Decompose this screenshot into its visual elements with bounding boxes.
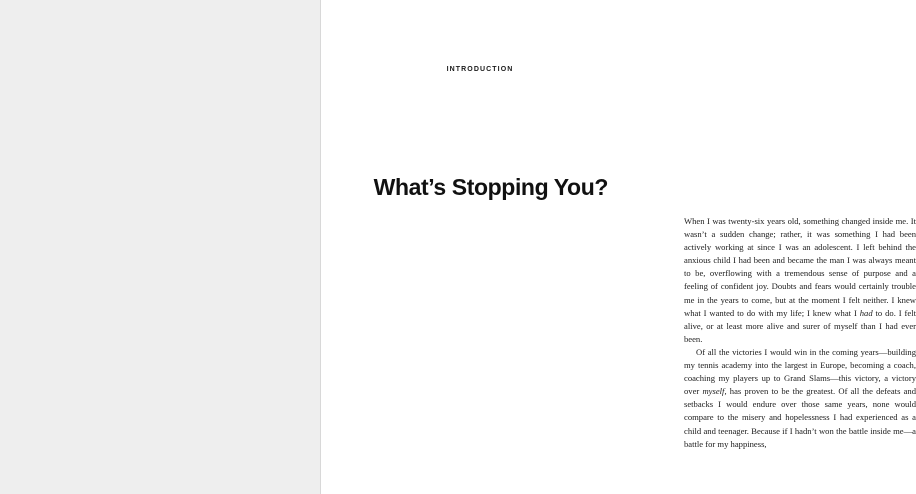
page-title: What’s Stopping You? (373, 174, 608, 201)
page-right-content (320, 0, 916, 494)
chapter-label: INTRODUCTION (446, 66, 514, 73)
paragraph: Of all the victories I would win in the coming years—building my tennis academy into the largest in Europe, becoming a coach, coaching my players up to Grand Slams—this victory, a victory over myself, has proven to be the greatest. Of all the defeats and setbacks I would endure over those same years, none would compare to the misery and hopelessness I had experienced as a child and teenager. Because if I hadn’t won the battle inside me—a battle for my happiness, (684, 346, 916, 449)
page-left-blank (0, 0, 320, 494)
paragraph: When I was twenty-six years old, something changed inside me. It wasn’t a sudden change; rather, it was something I had been actively working at since I was an adolescent. I left behind the anxious child I had been and became the man I was always meant to be, overflowing with a tremendous sense of purpose and a feeling of confident joy. Doubts and fears would certainly trouble me in the years to come, but at the moment I felt neither. I knew what I wanted to do with my life; I knew what I had to do. I felt alive, or at least more alive and surer of myself than I had ever been. (684, 216, 916, 344)
body-text (684, 215, 916, 451)
page-gutter-divider (320, 0, 321, 494)
